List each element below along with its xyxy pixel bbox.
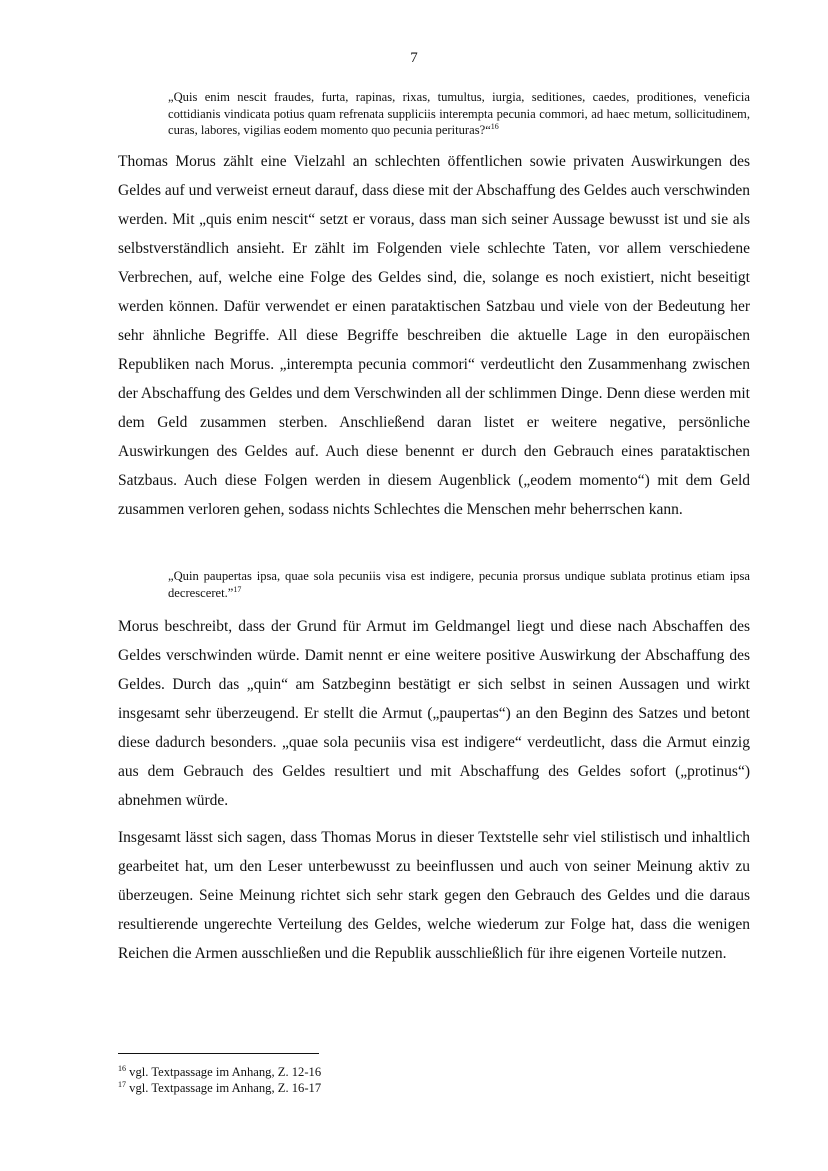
quote-2-text: „Quin paupertas ipsa, quae sola pecuniis visa est indigere, pecunia prorsus undique sublata protinus etiam ipsa decresceret.” [168,569,750,600]
body-paragraph-2: Morus beschreibt, dass der Grund für Armut im Geldmangel liegt und diese nach Abschaffen des Geldes verschwinden würde. Damit nennt er eine weitere positive Auswirkung der Abschaffung des Geldes. Durch das „quin“ am Satzbeginn bestätigt er sich selbst in seinen Aussagen und wirkt insgesamt sehr überzeugend. Er stellt die Armut („paupertas“) an den Beginn des Satzes und betont diese dadurch besonders. „quae sola pecuniis visa est indigere“ verdeutlicht, dass die Armut einzig aus dem Gebrauch des Geldes resultiert und mit Abschaffung des Geldes sofort („protinus“) abnehmen würde. [118,618,750,809]
footnote-ref-16: 16 [490,121,499,131]
body-paragraph-3: Insgesamt lässt sich sagen, dass Thomas Morus in dieser Textstelle sehr viel stilistisch und inhaltlich gearbeitet hat, um den Leser unterbewusst zu beeinflussen und auch von seiner Meinung aktiv zu überzeugen. Seine Meinung richtet sich sehr stark gegen den Gebrauch des Geldes und die daraus resultierende ungerechte Verteilung des Geldes, welche wiederum zur Folge hat, dass die wenigen Reichen die Armen ausschließen und die Republik ausschließlich für ihre eigenen Vorteile nutzen. [118,829,750,962]
footnote-ref-17: 17 [233,584,242,594]
footnotes [118,1064,750,1096]
footnote-number: 16 [118,1063,126,1073]
footnote-text: vgl. Textpassage im Anhang, Z. 16-17 [129,1081,322,1095]
footnote-number: 17 [118,1079,126,1089]
footnote-text: vgl. Textpassage im Anhang, Z. 12-16 [129,1065,322,1079]
body-paragraph-1: Thomas Morus zählt eine Vielzahl an schlechten öffentlichen sowie privaten Auswirkungen des Geldes auf und verweist erneut darauf, dass diese mit der Abschaffung des Geldes auch verschwinden werden. Mit „quis enim nescit“ setzt er voraus, dass man sich seiner Aussage bewusst ist und sie als selbstverständlich ansieht. Er zählt im Folgenden viele schlechte Taten, vor allem verschiedene Verbrechen, auf, welche eine Folge des Geldes sind, die, solange es noch existiert, nicht beseitigt werden können. Dafür verwendet er einen parataktischen Satzbau und viele von der Bedeutung her sehr ähnliche Begriffe. All diese Begriffe beschreiben die aktuelle Lage in den europäischen Republiken nach Morus. „interempta pecunia commori“ verdeutlicht den Zusammenhang zwischen der Abschaffung des Geldes und dem Verschwinden all der schlimmen Dinge. Denn diese werden mit dem Geld zusammen sterben. Anschließend daran listet er weitere negative, persönliche Auswirkungen des Geldes auf. Auch diese benennt er durch den Gebrauch eines parataktischen Satzbaus. Auch diese Folgen werden in diesem Augenblick („eodem momento“) mit dem Geld zusammen verloren gehen, sodass nichts Schlechtes die Menschen mehr beherrschen kann. [118,153,750,518]
footnote-16 [118,1064,750,1080]
block-quote-1 [168,89,750,139]
quote-1-text: „Quis enim nescit fraudes, furta, rapinas, rixas, tumultus, iurgia, seditiones, caedes, proditiones, veneficia cottidianis vindicata potius quam refrenata suppliciis interempta pecunia commori, ad haec metum, sollicitudinem, curas, labores, vigilias eodem momento quo pecunia perituras?“ [168,90,750,137]
footnote-17 [118,1080,750,1096]
block-quote-2 [168,568,750,601]
footnote-divider [118,1053,319,1054]
page-number: 7 [410,50,418,66]
